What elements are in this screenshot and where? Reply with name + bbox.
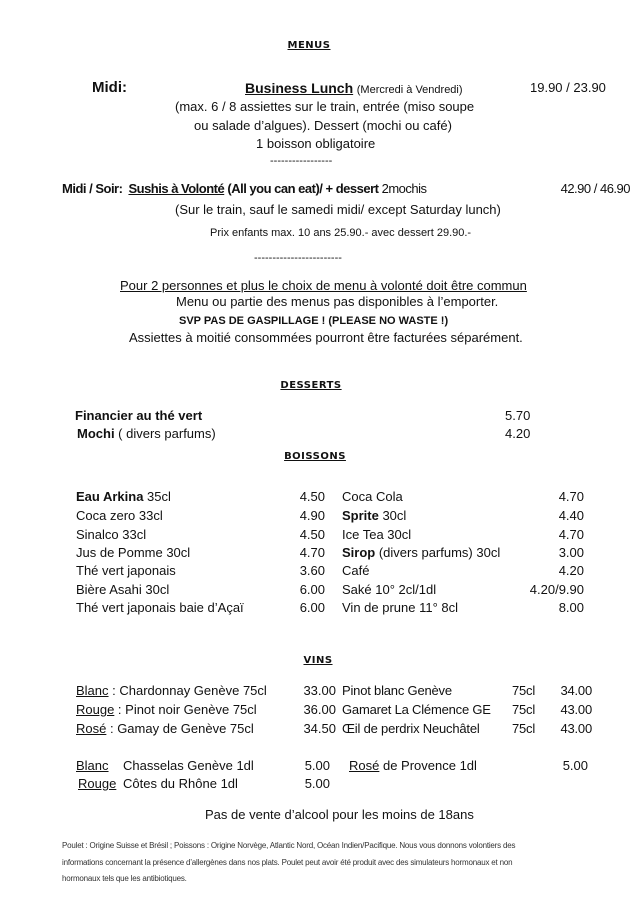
ayce-note: (Sur le train, sauf le samedi midi/ except Saturday lunch) bbox=[175, 202, 501, 217]
business-desc-2: ou salade d’algues). Dessert (mochi ou café) bbox=[194, 118, 452, 133]
drink-name bbox=[76, 545, 190, 561]
wine-name: : Pinot noir Genève 75cl bbox=[114, 702, 257, 717]
drink-price: 4.90 bbox=[299, 508, 325, 523]
drink-name bbox=[342, 563, 369, 579]
footnote-1: Poulet : Origine Suisse et Brésil ; Poissons : Origine Norvège, Atlantic Nord, Océan Indien/Pacifique. Nous vous donnons volontiers des bbox=[62, 841, 516, 850]
drink-name bbox=[342, 508, 406, 524]
wine-name: Côtes du Rhône 1dl bbox=[123, 776, 238, 791]
wine-name: : Gamay de Genève 75cl bbox=[106, 721, 254, 736]
business-lunch-title: Business Lunch bbox=[245, 80, 354, 96]
footnote-2: informations concernant la présence d’allergènes dans nos plats. Poulet peut avoir été produit avec des simulateurs hormonaux et non bbox=[62, 858, 513, 867]
drink-price: 3.60 bbox=[299, 563, 325, 578]
note-takeaway: Menu ou partie des menus pas disponibles à l’emporter. bbox=[176, 294, 499, 309]
separator: ------------------------ bbox=[254, 252, 342, 264]
wine-size: 75cl bbox=[512, 721, 536, 736]
wine-bottle bbox=[76, 702, 336, 718]
drink-label: Sirop bbox=[342, 545, 376, 560]
drink-detail: 30cl bbox=[378, 508, 407, 523]
dessert-name: Mochi bbox=[77, 426, 115, 441]
drink-price: 6.00 bbox=[299, 582, 325, 597]
ayce-en: (All you can eat)/ bbox=[227, 181, 323, 196]
menus-heading: MENUS bbox=[287, 40, 331, 51]
wine-bottle bbox=[342, 683, 592, 699]
drink-name bbox=[76, 563, 176, 579]
drink-price: 4.70 bbox=[558, 527, 584, 542]
drink-name bbox=[342, 489, 403, 505]
wine-name: Chasselas Genève 1dl bbox=[123, 758, 254, 773]
business-desc-3: 1 boisson obligatoire bbox=[256, 136, 376, 151]
wine-price: 43.00 bbox=[560, 702, 592, 717]
drink-detail: 35cl bbox=[143, 489, 171, 504]
drink-name bbox=[342, 600, 458, 616]
drink-price: 4.50 bbox=[299, 489, 325, 504]
drink-price: 4.50 bbox=[299, 527, 325, 542]
wine-price: 43.00 bbox=[560, 721, 592, 736]
kids-price: Prix enfants max. 10 ans 25.90.- avec dessert 29.90.- bbox=[210, 227, 472, 239]
wine-type: Rosé bbox=[76, 721, 107, 736]
wine-type: Blanc bbox=[76, 683, 109, 698]
drink-label: Coca zero 33cl bbox=[76, 508, 163, 523]
business-desc-1: (max. 6 / 8 assiettes sur le train, entrée (miso soupe bbox=[175, 99, 475, 114]
ayce-text bbox=[128, 181, 426, 197]
note-no-waste: SVP PAS DE GASPILLAGE ! (PLEASE NO WASTE !) bbox=[179, 315, 449, 327]
wine-name: : Chardonnay Genève 75cl bbox=[108, 683, 267, 698]
wine-price: 5.00 bbox=[304, 758, 330, 773]
wine-label bbox=[76, 683, 286, 699]
footnote-3: hormonaux tels que les antibiotiques. bbox=[62, 874, 187, 883]
drink-label: Vin de prune 11° 8cl bbox=[342, 600, 459, 615]
drink-price: 6.00 bbox=[299, 600, 325, 615]
drink-label: Sinalco 33cl bbox=[76, 527, 147, 542]
drink-label: Bière Asahi 30cl bbox=[76, 582, 170, 597]
drink-name bbox=[76, 582, 169, 598]
drink-price: 4.70 bbox=[299, 545, 325, 560]
dessert-name: Financier au thé vert bbox=[75, 408, 203, 423]
wine-type: Rosé bbox=[349, 758, 380, 773]
drink-price: 4.20 bbox=[558, 563, 584, 578]
wine-size: 75cl bbox=[512, 683, 536, 698]
desserts-heading: DESSERTS bbox=[280, 380, 342, 391]
midi-label: Midi: bbox=[92, 79, 127, 96]
drink-price: 8.00 bbox=[558, 600, 584, 615]
business-lunch-price: 19.90 / 23.90 bbox=[530, 80, 606, 95]
wine-price: 36.00 bbox=[303, 702, 336, 717]
drink-name bbox=[342, 527, 411, 543]
wine-bottle bbox=[342, 721, 592, 737]
wine-type: Rouge bbox=[78, 776, 117, 791]
drink-price: 4.70 bbox=[558, 489, 584, 504]
wine-name: Œil de perdrix Neuchâtel bbox=[342, 721, 480, 736]
drink-name bbox=[76, 527, 146, 543]
drink-name bbox=[342, 582, 436, 598]
drink-label: Café bbox=[342, 563, 370, 578]
drink-label: Coca Cola bbox=[342, 489, 403, 504]
drink-label: Eau Arkina bbox=[76, 489, 144, 504]
wine-price: 5.00 bbox=[304, 776, 330, 791]
drink-label: Saké 10° 2cl/1dl bbox=[342, 582, 437, 597]
drink-label: Sprite bbox=[342, 508, 379, 523]
vins-heading: VINS bbox=[303, 655, 333, 666]
boissons-heading: BOISSONS bbox=[284, 451, 346, 462]
wine-glass-rose bbox=[349, 758, 477, 774]
drink-label: Thé vert japonais baie d’Açaï bbox=[76, 600, 244, 615]
age-notice: Pas de vente d’alcool pour les moins de 18ans bbox=[205, 807, 474, 822]
wine-price: 5.00 bbox=[562, 758, 588, 773]
wine-name: Pinot blanc Genève bbox=[342, 683, 452, 698]
drink-detail: (divers parfums) 30cl bbox=[375, 545, 501, 560]
drink-name bbox=[342, 545, 500, 561]
business-lunch bbox=[245, 80, 463, 98]
wine-bottle bbox=[342, 702, 592, 718]
wine-label bbox=[76, 721, 286, 737]
midi-soir-label: Midi / Soir: bbox=[62, 181, 123, 196]
note-shared-menu: Pour 2 personnes et plus le choix de menu à volonté doit être commun bbox=[120, 278, 527, 293]
dessert-price: 4.20 bbox=[505, 426, 531, 441]
ayce-dessert: + dessert bbox=[325, 181, 379, 196]
drink-price: 4.40 bbox=[558, 508, 584, 523]
wine-bottle bbox=[76, 683, 336, 699]
drink-label: Jus de Pomme 30cl bbox=[76, 545, 191, 560]
wine-price: 34.50 bbox=[303, 721, 336, 736]
separator: ----------------- bbox=[270, 155, 333, 167]
drink-price: 4.20/9.90 bbox=[529, 582, 584, 597]
ayce-title: Sushis à Volonté bbox=[128, 181, 225, 196]
wine-type: Rouge bbox=[76, 702, 115, 717]
note-billing: Assiettes à moitié consommées pourront être facturées séparément. bbox=[129, 330, 523, 345]
dessert-price: 5.70 bbox=[505, 408, 531, 423]
wine-price: 33.00 bbox=[303, 683, 336, 698]
dessert-detail: ( divers parfums) bbox=[114, 426, 216, 441]
business-lunch-days: (Mercredi à Vendredi) bbox=[356, 84, 463, 96]
wine-label bbox=[76, 702, 286, 718]
wine-type: Blanc bbox=[76, 758, 109, 773]
drink-name bbox=[76, 489, 171, 505]
wine-name: de Provence 1dl bbox=[379, 758, 477, 773]
ayce-price: 42.90 / 46.90 bbox=[560, 181, 630, 196]
dessert-item bbox=[77, 426, 216, 442]
drink-name bbox=[76, 508, 163, 524]
wine-size: 75cl bbox=[512, 702, 536, 717]
drink-label: Ice Tea 30cl bbox=[342, 527, 412, 542]
drink-name bbox=[76, 600, 244, 616]
ayce-mochis: 2mochis bbox=[381, 181, 427, 196]
wine-name: Gamaret La Clémence GE bbox=[342, 702, 491, 717]
wine-price: 34.00 bbox=[560, 683, 592, 698]
wine-bottle bbox=[76, 721, 336, 737]
drink-price: 3.00 bbox=[558, 545, 584, 560]
drink-label: Thé vert japonais bbox=[76, 563, 176, 578]
ayce-line bbox=[62, 181, 630, 197]
